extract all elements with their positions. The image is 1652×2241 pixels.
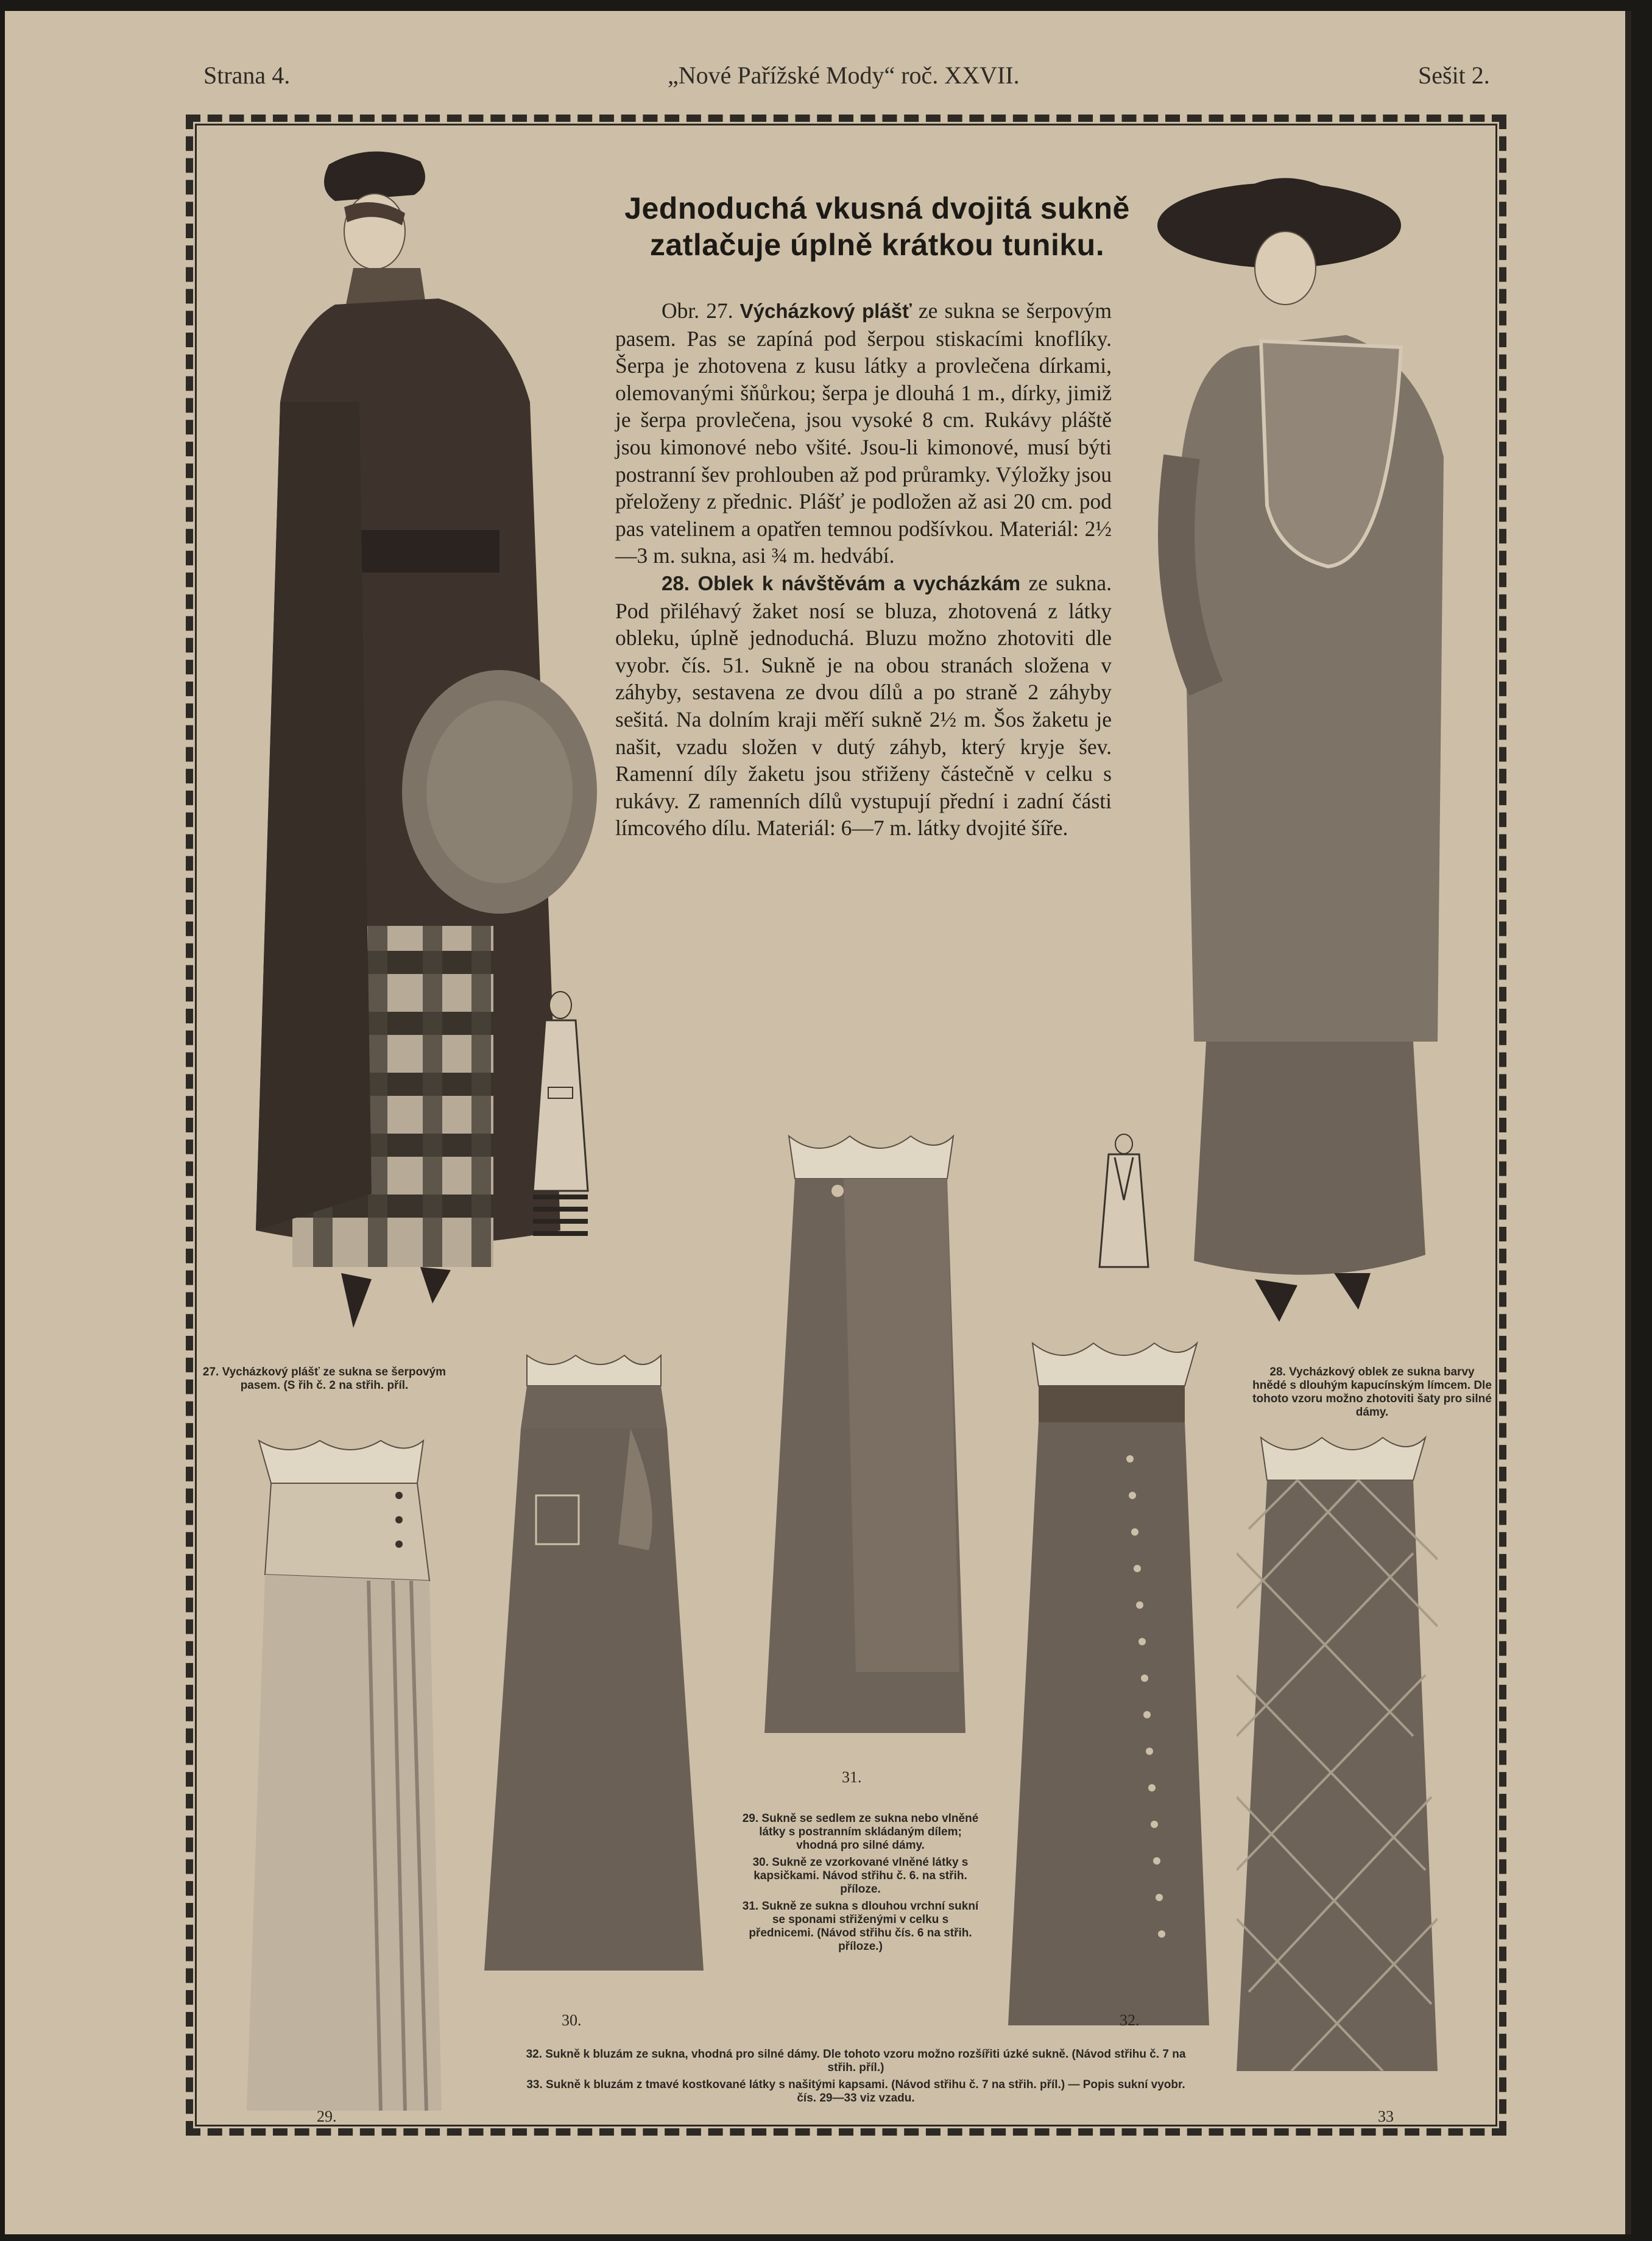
caption-32: 32. Sukně k bluzám ze sukna, vhodná pro silné dámy. Dle tohoto vzoru možno rozšířiti úzké sukně. (Návod střihu č. 7 na střih. příl.) [526, 2048, 1186, 2074]
figure-number-31: 31. [842, 1768, 862, 1786]
figure-number-33: 33 [1378, 2108, 1394, 2125]
caption-31: 31. Sukně ze sukna s dlouhou vrchní sukní se sponami střiženými v celku s přednicemi. (Návod střihu čís. 6 na střih. příloze.) [742, 1900, 979, 1953]
illustration-skirt-30 [484, 1349, 710, 1977]
illustration-28-suit [1157, 164, 1474, 1328]
illustration-28-back-view [1090, 1133, 1157, 1285]
figure-number-30: 30. [562, 2011, 582, 2029]
magazine-title-header: „Nové Pařížské Mody“ roč. XXVII. [668, 62, 1020, 89]
caption-28: 28. Vycházkový oblek ze sukna barvy hnědé s dlouhým kapucínským límcem. Dle tohoto vzoru možno zhotoviti šaty pro silné dámy. [1252, 1366, 1492, 1419]
caption-32-33-block [518, 2048, 1194, 2109]
caption-29: 29. Sukně se sedlem ze sukna nebo vlněné látky s postranním skládaným dílem; vhodná pro silné dámy. [742, 1812, 979, 1852]
illustration-skirt-33 [1237, 1431, 1438, 2077]
illustration-skirt-29 [247, 1435, 442, 2117]
page-number-header: Strana 4. [203, 62, 291, 89]
illustration-skirt-31 [764, 1130, 965, 1739]
article-paragraph-28: 28. Oblek k návštěvám a vycházkám ze sukna. Pod přiléhavý žaket nosí se bluza, zhotovená z látky obleku, úplně jednoduchá. Bluzu možno zhotoviti dle vyobr. čís. 51. Sukně je na obou stranách složena v záhyby, sestavena ze dvou dílů a po straně 2 záhyby sešitá. Na dolním kraji měří sukně 2½ m. Šos žaketu je našit, vzadu složen v dutý záhyb, který kryje šev. Ramenní díly žaketu jsou střiženy částečně v celku s rukávy. Z ramenních dílů vystupují přední i zadní části límcového dílu. Materiál: 6—7 m. látky dvojité šíře. [615, 570, 1112, 841]
figure-number-29: 29. [317, 2108, 337, 2125]
illustration-skirt-32 [1008, 1337, 1209, 2031]
headline-line-1: Jednoduchá vkusná dvojitá sukně [624, 191, 1130, 225]
caption-33: 33. Sukně k bluzám z tmavé kostkované látky s našitými kapsami. (Návod střihu č. 7 na střih. příl.) — Popis sukní vyobr. čís. 29—33 viz vzadu. [526, 2078, 1185, 2105]
article-body [615, 297, 1112, 842]
caption-30: 30. Sukně ze vzorkované vlněné látky s kapsičkami. Návod střihu č. 6. na střih. příloze. [752, 1856, 969, 1896]
issue-number-header: Sešit 2. [1418, 62, 1490, 89]
illustration-27-back-view [521, 990, 600, 1246]
caption-27: 27. Vycházkový plášť ze sukna se šerpovým pasem. (S řih č. 2 na střih. příl. [202, 1366, 447, 1392]
headline-line-2: zatlačuje úplně krátkou tuniku. [649, 228, 1105, 262]
article-title-27: Výcházkový plášť [740, 300, 912, 322]
article-title-28: 28. Oblek k návštěvám a vycházkám [662, 571, 1021, 595]
caption-29-31-block [740, 1812, 981, 1957]
article-headline [609, 190, 1145, 263]
article-paragraph-27: Obr. 27. Výcházkový plášť ze sukna se šerpovým pasem. Pas se zapíná pod šerpou stiskacími knoflíky. Šerpa je zhotovena z kusu látky a provlečena dírkami, olemovanými šňůrkou; šerpa je dlouhá 1 m., dírky, jimiž je šerpa provlečena, jsou vysoké 8 cm. Rukávy pláště jsou kimonové nebo všité. Jsou-li kimonové, musí býti postranní šev prohlouben až pod průramky. Výložky jsou přeloženy z přednic. Plášť je podložen až asi 20 cm. pod pas vatelinem a opatřen temnou podšívkou. Materiál: 2½—3 m. sukna, asi ¾ m. hedvábí. [615, 298, 1112, 568]
figure-number-32: 32. [1120, 2011, 1140, 2029]
